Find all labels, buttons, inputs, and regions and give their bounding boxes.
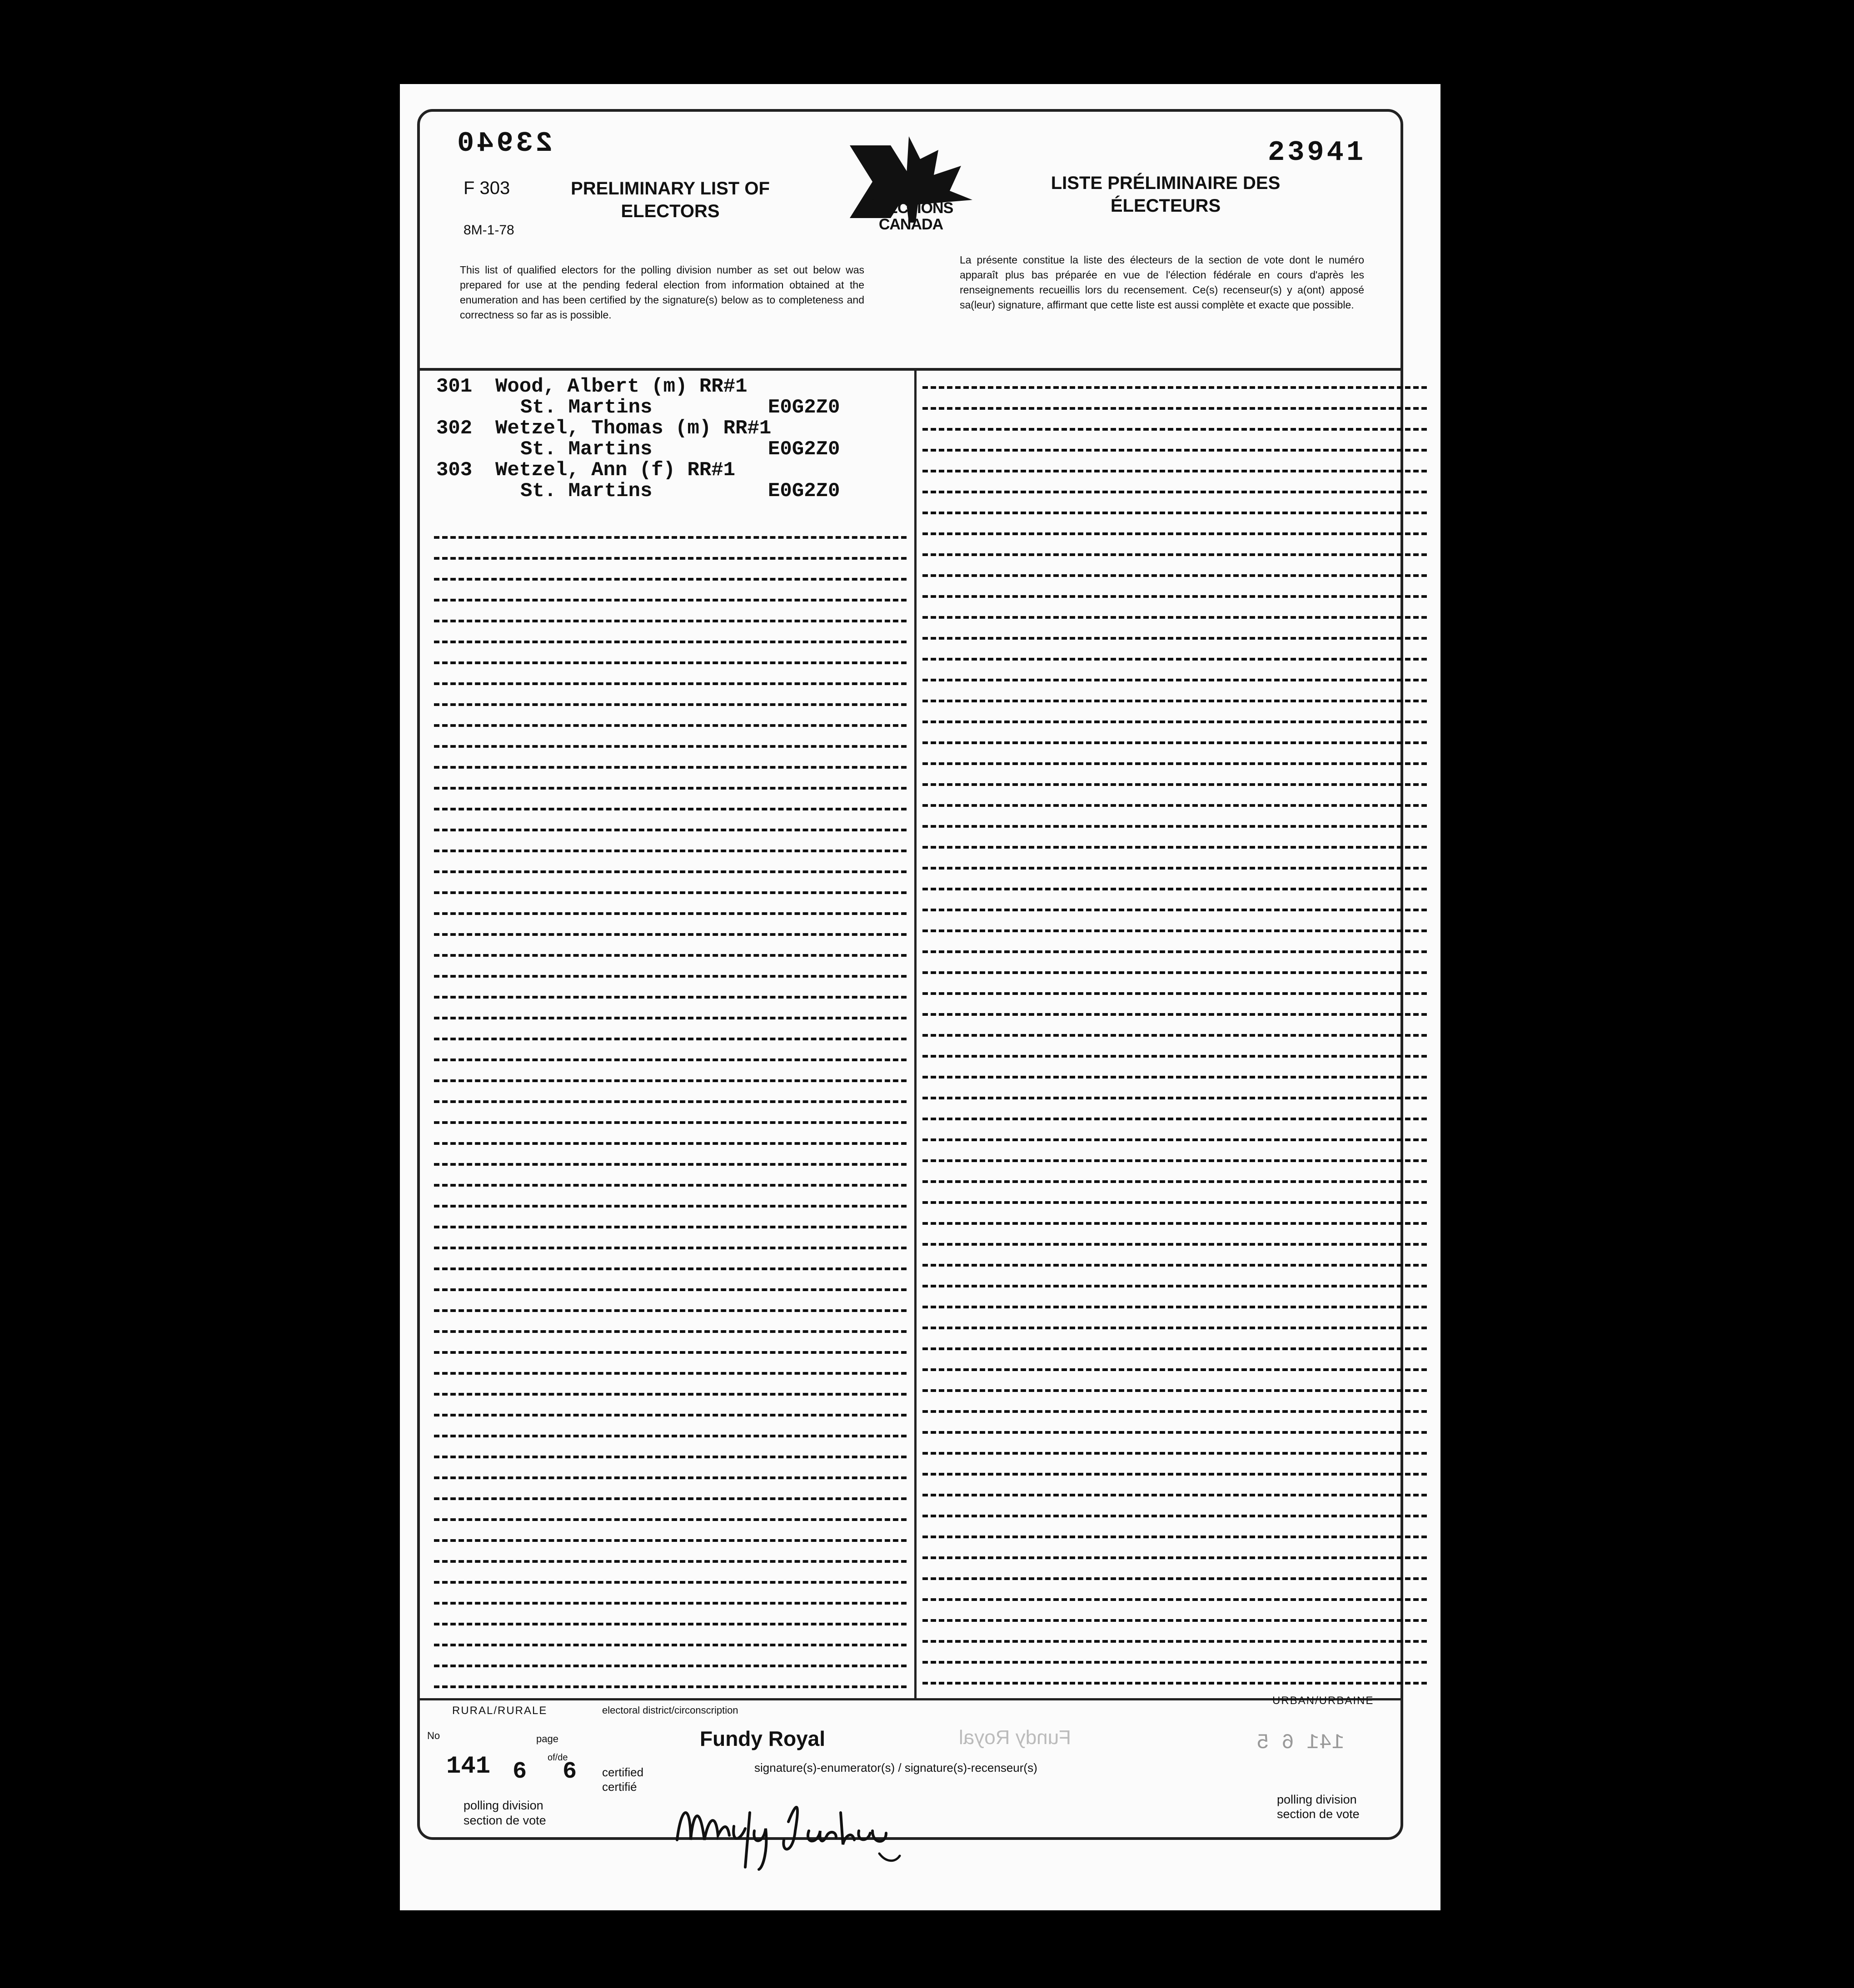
strike-line (434, 1100, 907, 1103)
strike-line (922, 1410, 1427, 1413)
strike-line (922, 553, 1427, 556)
strike-line (922, 825, 1427, 828)
title-french (1025, 172, 1306, 217)
logo-line2: CANADA (878, 216, 943, 233)
strike-line (434, 1372, 907, 1375)
strike-line (434, 1267, 907, 1270)
strike-line (922, 721, 1427, 723)
entry-number: 302 (436, 417, 473, 440)
urban-label: URBAN/URBAINE (1272, 1695, 1374, 1707)
strike-line (922, 1661, 1427, 1664)
strike-line (922, 1201, 1427, 1204)
strike-line (434, 954, 907, 957)
strike-line (922, 929, 1427, 932)
strike-line (922, 1368, 1427, 1371)
strike-line (922, 449, 1427, 452)
polling-division-label-right: polling division (1277, 1793, 1357, 1806)
footer-divider (420, 1698, 1400, 1700)
entry-place: St. Martins (520, 480, 653, 502)
strike-line (922, 1034, 1427, 1037)
entry-place: St. Martins (520, 396, 653, 419)
strike-line (922, 470, 1427, 472)
strike-line (434, 1435, 907, 1437)
strike-line (922, 971, 1427, 974)
strike-line (434, 1017, 907, 1019)
strike-line (922, 595, 1427, 598)
strike-line (434, 808, 907, 810)
strike-line (434, 1581, 907, 1584)
entry-number: 303 (436, 459, 473, 482)
strike-line (434, 1288, 907, 1291)
strike-line (922, 1577, 1427, 1580)
form-date: 8M-1-78 (464, 223, 514, 238)
strike-line (434, 1079, 907, 1082)
title-french-line1: LISTE PRÉLIMINAIRE DES (1051, 173, 1281, 193)
strike-line (922, 532, 1427, 535)
district-label: electoral district/circonscription (602, 1705, 738, 1716)
entry-number: 301 (436, 375, 473, 398)
strike-line (922, 1452, 1427, 1455)
entry-name: Wetzel, Thomas (m) RR#1 (495, 417, 772, 440)
strike-line (434, 1226, 907, 1228)
elector-entry (436, 459, 840, 564)
column-divider (914, 371, 917, 1698)
strike-line (434, 1539, 907, 1542)
electoral-district: Fundy Royal (700, 1727, 826, 1750)
page-total: 6 (563, 1758, 577, 1785)
title-french-line2: ÉLECTEURS (1110, 196, 1221, 216)
certified-english: certified (602, 1765, 644, 1779)
strike-line (434, 891, 907, 894)
strike-line (434, 578, 907, 581)
strike-line (434, 1665, 907, 1667)
strike-line (922, 679, 1427, 681)
certified-french: certifié (602, 1780, 637, 1794)
strike-line (434, 975, 907, 978)
strike-line (922, 1556, 1427, 1559)
entry-place: St. Martins (520, 438, 653, 461)
of-label: of/de (548, 1753, 568, 1763)
strike-line (922, 407, 1427, 410)
strike-line (922, 386, 1427, 389)
strike-line (922, 700, 1427, 702)
strike-line (434, 1059, 907, 1061)
title-english (552, 177, 788, 223)
page-label: page (536, 1733, 558, 1744)
section-de-vote-label-right: section de vote (1277, 1807, 1360, 1821)
strike-line (434, 850, 907, 852)
mirrored-form-code: 23940 (454, 127, 553, 159)
strike-line (922, 1243, 1427, 1246)
strike-line (922, 1598, 1427, 1601)
section-de-vote-label: section de vote (464, 1814, 546, 1827)
list-number: 23941 (1268, 136, 1366, 169)
strike-line (434, 933, 907, 936)
strike-line (434, 1330, 907, 1333)
title-english-line2: ELECTORS (621, 201, 720, 221)
strike-line (922, 867, 1427, 870)
logo-wordmark (846, 200, 976, 233)
strike-line (922, 1076, 1427, 1078)
strike-line (922, 1536, 1427, 1538)
strike-line (922, 1640, 1427, 1643)
strike-line (922, 658, 1427, 661)
strike-line (922, 1431, 1427, 1434)
strike-line (434, 724, 907, 727)
strike-line (434, 1518, 907, 1521)
page-number: 6 (513, 1758, 527, 1785)
strike-line (434, 1644, 907, 1646)
strike-line (922, 888, 1427, 890)
strike-line (922, 950, 1427, 953)
strike-line (434, 661, 907, 664)
title-english-line1: PRELIMINARY LIST OF (571, 179, 770, 199)
strike-line (434, 1560, 907, 1563)
rural-label: RURAL/RURALE (452, 1705, 548, 1717)
strike-line (922, 1138, 1427, 1141)
mirrored-district: Fundy Royal (959, 1726, 1072, 1749)
strike-line (434, 996, 907, 999)
entry-name: Wetzel, Ann (f) RR#1 (495, 459, 736, 482)
strike-line (434, 703, 907, 706)
entry-postal-code: E0G2Z0 (768, 438, 840, 461)
handwritten-signature-icon (673, 1785, 954, 1872)
strike-line (922, 1264, 1427, 1267)
strike-line (434, 745, 907, 748)
entry-postal-code: E0G2Z0 (768, 396, 840, 419)
entry-name: Wood, Albert (m) RR#1 (495, 375, 748, 398)
strike-line (434, 1205, 907, 1208)
strike-line (434, 870, 907, 873)
strike-line (922, 428, 1427, 431)
strike-line (922, 1327, 1427, 1329)
strike-line (434, 1309, 907, 1312)
strike-line (922, 1347, 1427, 1350)
strike-line (922, 1306, 1427, 1308)
strike-line (434, 536, 907, 539)
strike-line (434, 1184, 907, 1187)
logo-line1: ELECTIONS (868, 199, 953, 217)
strike-line (922, 637, 1427, 640)
strike-line (922, 1097, 1427, 1099)
strike-line (922, 909, 1427, 911)
strike-line (434, 557, 907, 560)
strike-line (434, 1414, 907, 1416)
strike-line (922, 1013, 1427, 1016)
strike-line (434, 1142, 907, 1145)
header-divider (420, 368, 1400, 371)
strike-line (434, 1038, 907, 1040)
intro-english: This list of qualified electors for the polling division number as set out below was prepared for use at the pending federal election from information obtained at the enumeration and has been certified by the signature(s) below as to completeness and correctness so far as is possible. (460, 264, 864, 321)
strike-line (922, 1285, 1427, 1287)
strike-line (434, 1456, 907, 1458)
strike-line (434, 599, 907, 601)
strike-line (922, 1118, 1427, 1120)
strike-line (922, 1494, 1427, 1496)
strike-line (922, 491, 1427, 493)
strike-line (434, 766, 907, 769)
strike-line (922, 1055, 1427, 1058)
strike-line (922, 741, 1427, 744)
strike-line (434, 1685, 907, 1688)
strike-line (434, 787, 907, 790)
signature-label: signature(s)-enumerator(s) / signature(s)-recenseur(s) (754, 1761, 1037, 1774)
strike-line (434, 1163, 907, 1166)
strike-line (434, 1393, 907, 1396)
strike-line (922, 1222, 1427, 1225)
strike-line (922, 1473, 1427, 1476)
strike-line (434, 1121, 907, 1124)
strike-line (922, 512, 1427, 514)
mirrored-page-numbers: 141 6 5 (1256, 1731, 1345, 1754)
strike-line (434, 1247, 907, 1249)
strike-line (922, 804, 1427, 807)
strike-line (922, 783, 1427, 786)
strike-line (922, 574, 1427, 577)
strike-line (922, 1682, 1427, 1685)
strike-line (922, 616, 1427, 619)
strike-line (922, 1619, 1427, 1622)
strike-line (434, 912, 907, 915)
strike-line (922, 846, 1427, 849)
strike-line (434, 620, 907, 622)
number-label: No (427, 1730, 440, 1741)
strike-line (434, 1476, 907, 1479)
strike-line (922, 1389, 1427, 1392)
strike-line (434, 1351, 907, 1354)
strike-line (922, 1180, 1427, 1183)
polling-division-number: 141 (446, 1753, 491, 1780)
entry-postal-code: E0G2Z0 (768, 480, 840, 502)
strike-line (922, 992, 1427, 995)
strike-line (434, 1602, 907, 1605)
polling-division-label: polling division (464, 1799, 543, 1812)
intro-french: La présente constitue la liste des électeurs de la section de vote dont le numéro apparaît plus bas préparée en vue de l'élection fédérale en cours d'après les renseignements recueillis lors du recensement. Ce(s) recenseur(s) y a(ont) apposé sa(leur) signature, affirmant que cette liste est aussi complète et exacte que possible. (960, 254, 1364, 311)
strike-line (922, 1515, 1427, 1517)
strike-line (434, 1623, 907, 1625)
strike-line (434, 641, 907, 643)
strike-line (434, 1497, 907, 1500)
form-number: F 303 (464, 178, 510, 198)
strike-line (434, 829, 907, 831)
strike-line (922, 1159, 1427, 1162)
strike-line (434, 682, 907, 685)
strike-line (922, 762, 1427, 765)
